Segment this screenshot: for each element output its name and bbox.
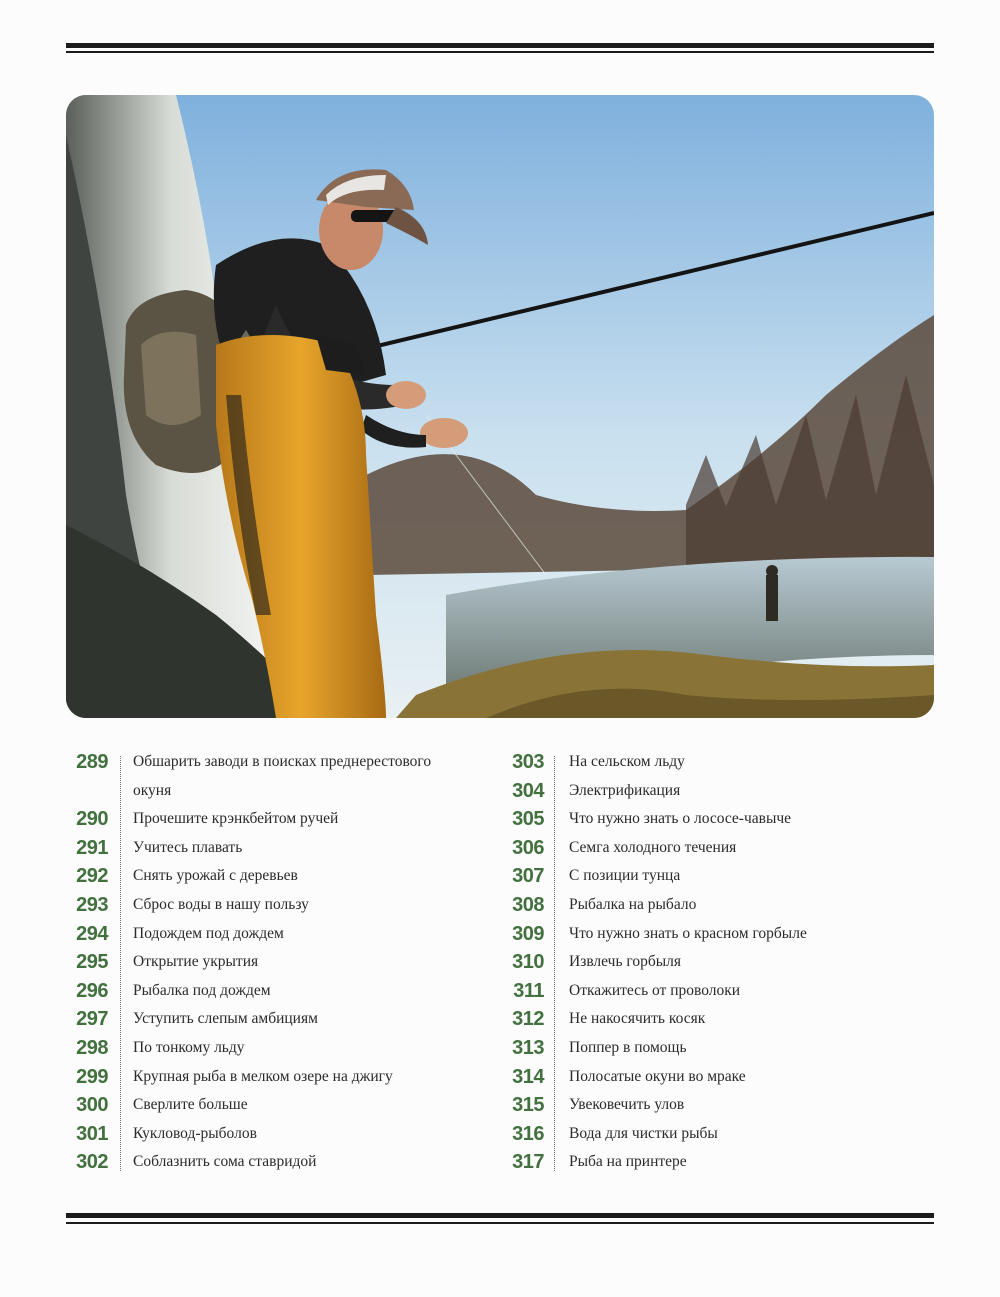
toc-entry xyxy=(66,977,486,1006)
entry-number: 295 xyxy=(76,951,108,974)
toc-left-column xyxy=(66,748,486,1177)
entry-number: 307 xyxy=(512,865,544,888)
entry-title: Сверлите больше xyxy=(133,1096,248,1114)
toc-entry xyxy=(66,1063,486,1092)
fishing-photo xyxy=(66,95,934,718)
entry-title: По тонкому льду xyxy=(133,1038,245,1056)
entry-title: Поппер в помощь xyxy=(569,1038,687,1056)
entry-title: Вода для чистки рыбы xyxy=(569,1124,718,1142)
entry-title: Открытие укрытия xyxy=(133,953,259,971)
entry-title: Откажитесь от проволоки xyxy=(569,981,741,999)
entry-number: 299 xyxy=(76,1065,108,1088)
toc-entry xyxy=(502,1034,934,1063)
entry-title: Снять урожай с деревьев xyxy=(133,867,298,885)
toc-entry xyxy=(502,805,934,834)
entry-title: Электрификация xyxy=(569,781,681,799)
toc-entry xyxy=(502,1091,934,1120)
toc-entry xyxy=(502,862,934,891)
entry-number: 294 xyxy=(76,922,108,945)
entry-number: 317 xyxy=(512,1151,544,1174)
entry-title: Кукловод-рыболов xyxy=(133,1124,257,1142)
entry-title: С позиции тунца xyxy=(569,867,681,885)
entry-title: Полосатые окуни во мраке xyxy=(569,1067,746,1085)
toc-entry xyxy=(502,834,934,863)
entry-title: Что нужно знать о красном горбыле xyxy=(569,924,807,942)
entry-number: 301 xyxy=(76,1122,108,1145)
toc-entry xyxy=(66,1091,486,1120)
toc-entry xyxy=(66,748,486,805)
entry-number: 302 xyxy=(76,1151,108,1174)
entry-number: 305 xyxy=(512,808,544,831)
toc-entry xyxy=(66,1005,486,1034)
entry-number: 293 xyxy=(76,893,108,916)
toc-entry xyxy=(66,948,486,977)
entry-number: 304 xyxy=(512,779,544,802)
entry-title: Сброс воды в нашу пользу xyxy=(133,895,309,913)
entry-title: Извлечь горбыля xyxy=(569,953,682,971)
entry-number: 289 xyxy=(76,751,108,773)
entry-number: 314 xyxy=(512,1065,544,1088)
entry-number: 316 xyxy=(512,1122,544,1145)
toc-right-column xyxy=(502,748,934,1177)
entry-title: Уступить слепым амбициям xyxy=(133,1010,318,1028)
toc-entry xyxy=(502,1005,934,1034)
entry-number: 297 xyxy=(76,1008,108,1031)
entry-title: Подождем под дождем xyxy=(133,924,284,942)
entry-title: Соблазнить сома ставридой xyxy=(133,1153,317,1171)
top-rule xyxy=(66,43,934,53)
toc-entry xyxy=(66,834,486,863)
entry-number: 309 xyxy=(512,922,544,945)
entry-number: 300 xyxy=(76,1094,108,1117)
toc-entry xyxy=(66,891,486,920)
toc-entry xyxy=(66,920,486,949)
entry-title: На сельском льду xyxy=(569,753,685,770)
entry-title: Что нужно знать о лососе-чавыче xyxy=(569,810,792,828)
toc-entry xyxy=(502,777,934,806)
entry-title: Прочешите крэнкбейтом ручей xyxy=(133,810,339,828)
entry-title: Учитесь плавать xyxy=(133,838,243,856)
toc-entry xyxy=(502,920,934,949)
toc-entry xyxy=(66,1120,486,1149)
entry-number: 291 xyxy=(76,836,108,859)
entry-number: 308 xyxy=(512,893,544,916)
bottom-rule xyxy=(66,1213,934,1225)
toc-entry xyxy=(502,1148,934,1177)
toc-entry xyxy=(502,977,934,1006)
entry-title: Рыба на принтере xyxy=(569,1153,687,1171)
photo-illustration xyxy=(66,95,934,718)
entry-number: 315 xyxy=(512,1094,544,1117)
toc-entry xyxy=(502,748,934,777)
entry-number: 303 xyxy=(512,751,544,773)
entry-title: Не накосячить косяк xyxy=(569,1010,706,1028)
entry-title: Рыбалка на рыбало xyxy=(569,895,697,913)
entry-title: Рыбалка под дождем xyxy=(133,981,271,999)
entry-number: 298 xyxy=(76,1036,108,1059)
entry-number: 311 xyxy=(513,979,544,1002)
entry-number: 296 xyxy=(76,979,108,1002)
entry-number: 292 xyxy=(76,865,108,888)
entry-title: Обшарить заводи в поисках преднерестового окуня xyxy=(133,753,432,799)
entry-number: 306 xyxy=(512,836,544,859)
entry-number: 290 xyxy=(76,808,108,831)
entry-number: 313 xyxy=(512,1036,544,1059)
entry-title: Крупная рыба в мелком озере на джигу xyxy=(133,1067,393,1085)
toc-entry xyxy=(66,1034,486,1063)
entry-number: 312 xyxy=(512,1008,544,1031)
entry-title: Семга холодного течения xyxy=(569,838,737,856)
toc-entry xyxy=(502,1063,934,1092)
toc-entry xyxy=(502,891,934,920)
toc-entry xyxy=(66,1148,486,1177)
toc-entry xyxy=(502,1120,934,1149)
entry-title: Увековечить улов xyxy=(569,1096,685,1114)
toc-entry xyxy=(66,805,486,834)
entry-number: 310 xyxy=(512,951,544,974)
toc-entry xyxy=(66,862,486,891)
toc-entry xyxy=(502,948,934,977)
